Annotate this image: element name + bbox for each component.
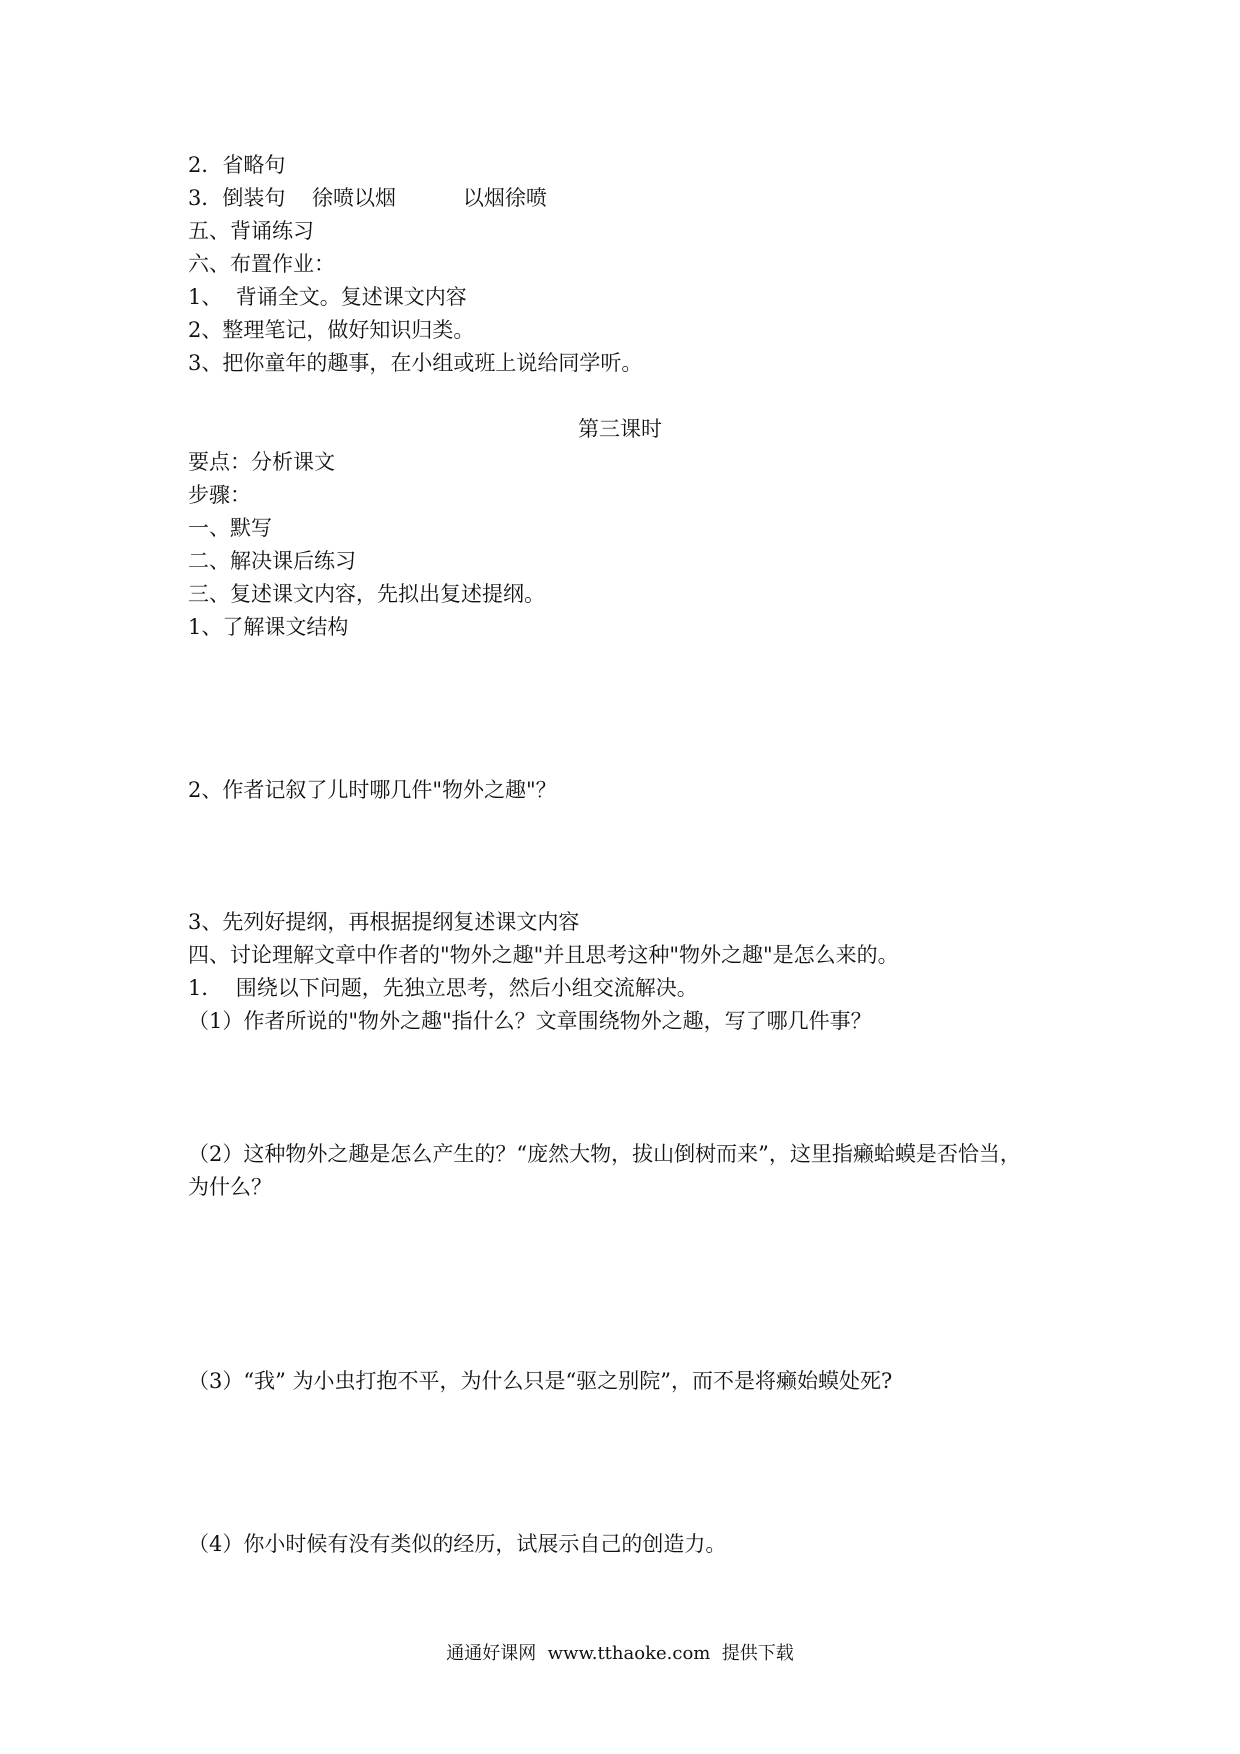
- lesson-title: 第三课时: [578, 417, 662, 441]
- text-line-key-point: 要点：分析课文: [188, 450, 335, 474]
- text-line-inverted-sentence: 3．倒装句 徐喷以烟 以烟徐喷: [188, 186, 547, 210]
- text-line-subquestion-1: （1）作者所说的"物外之趣"指什么？文章围绕物外之趣，写了哪几件事？: [188, 1009, 872, 1033]
- text-line-question-2: 2、作者记叙了儿时哪几件"物外之趣"？: [188, 778, 557, 802]
- text-line-homework-heading: 六、布置作业：: [188, 252, 335, 276]
- text-line-homework-1: 1、 背诵全文。复述课文内容: [188, 285, 467, 309]
- text-line-discussion: 四、讨论理解文章中作者的"物外之趣"并且思考这种"物外之趣"是怎么来的。: [188, 943, 899, 967]
- text-line-homework-3: 3、把你童年的趣事，在小组或班上说给同学听。: [188, 351, 643, 375]
- text-line-recitation-practice: 五、背诵练习: [188, 219, 314, 243]
- text-line-structure: 1、了解课文结构: [188, 615, 349, 639]
- text-line-step-3: 三、复述课文内容，先拟出复述提纲。: [188, 582, 545, 606]
- text-line-subquestion-2: （2）这种物外之趣是怎么产生的？“庞然大物，拔山倒树而来”，这里指癞蛤蟆是否恰当，: [188, 1142, 1021, 1166]
- text-line-subquestion-3: （3）“我” 为小虫打抱不平，为什么只是“驱之别院”，而不是将癞始蟆处死?: [188, 1369, 893, 1393]
- text-line-discussion-1: 1． 围绕以下问题，先独立思考，然后小组交流解决。: [188, 976, 698, 1000]
- text-line-subquestion-4: （4）你小时候有没有类似的经历，试展示自己的创造力。: [188, 1532, 727, 1556]
- text-line-step-1: 一、默写: [188, 516, 272, 540]
- text-line-steps: 步骤：: [188, 483, 251, 507]
- text-line-step-2: 二、解决课后练习: [188, 549, 356, 573]
- text-line-subquestion-2-cont: 为什么？: [188, 1175, 272, 1199]
- text-line-outline: 3、先列好提纲，再根据提纲复述课文内容: [188, 910, 580, 934]
- page-footer: 通通好课网 www.tthaoke.com 提供下载: [446, 1643, 794, 1664]
- text-line-omitted-sentence: 2．省略句: [188, 153, 286, 177]
- text-line-homework-2: 2、整理笔记，做好知识归类。: [188, 318, 475, 342]
